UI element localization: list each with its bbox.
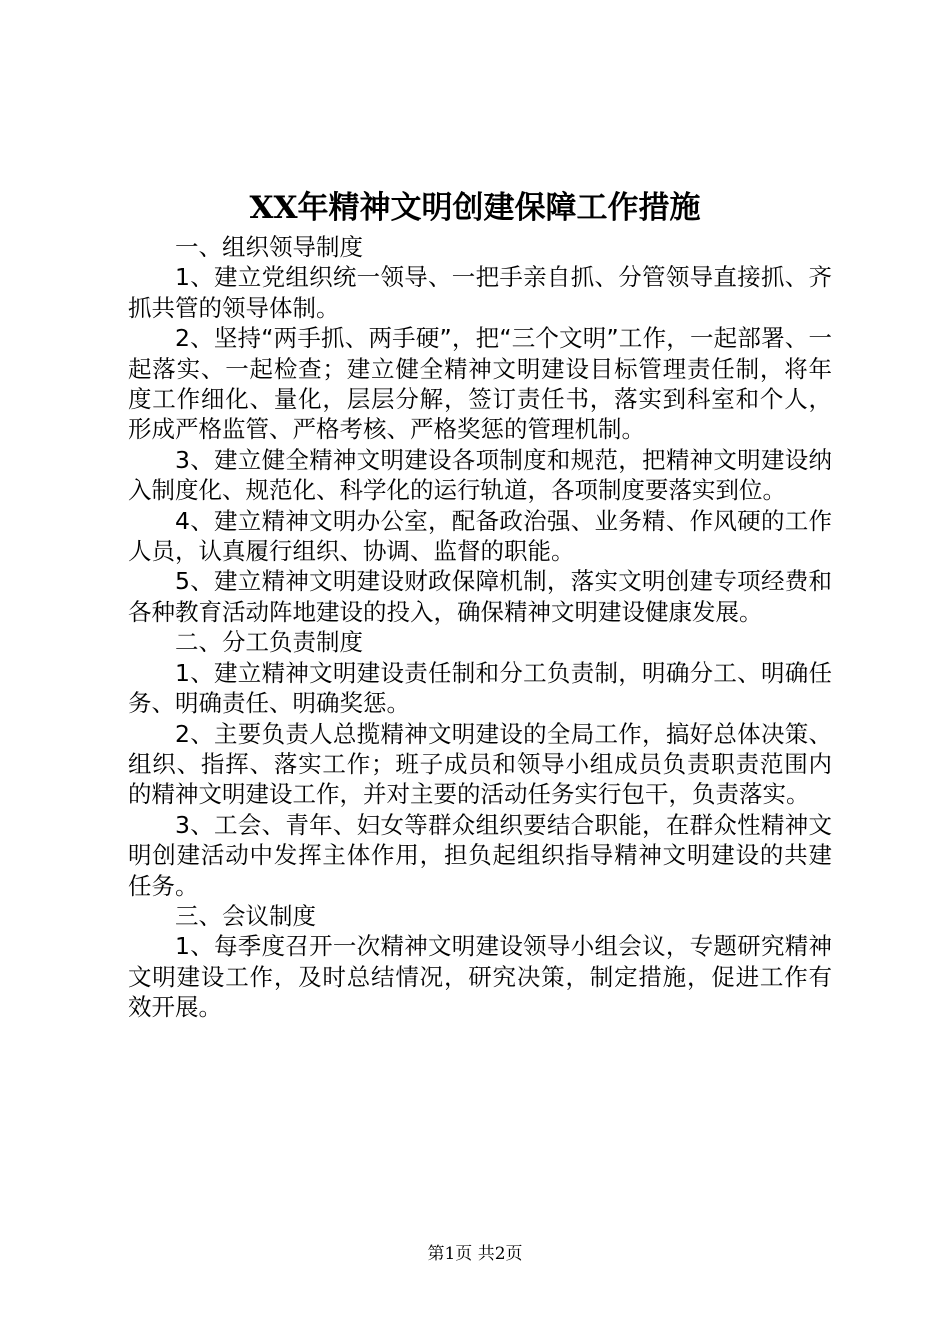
paragraph: 2、坚持“两手抓、两手硬”，把“三个文明”工作，一起部署、一起落实、一起检查；建立健全精神文明建设目标管理责任制，将年度工作细化、量化，层层分解，签订责任书，落实到科室和个人，形成严格监管、严格考核、严格奖惩的管理机制。 bbox=[128, 324, 832, 444]
document-title: XX年精神文明创建保障工作措施 bbox=[249, 190, 701, 226]
paragraph: 1、每季度召开一次精神文明建设领导小组会议，专题研究精神文明建设工作，及时总结情况，研究决策，制定措施，促进工作有效开展。 bbox=[128, 932, 832, 1022]
paragraph: 5、建立精神文明建设财政保障机制，落实文明创建专项经费和各种教育活动阵地建设的投入，确保精神文明建设健康发展。 bbox=[128, 567, 832, 626]
paragraph: 4、建立精神文明办公室，配备政治强、业务精、作风硬的工作人员，认真履行组织、协调、监督的职能。 bbox=[128, 506, 832, 566]
paragraph: 2、主要负责人总揽精神文明建设的全局工作，搞好总体决策、组织、指挥、落实工作；班子成员和领导小组成员负责职责范围内的精神文明建设工作，并对主要的活动任务实行包干，负责落实。 bbox=[128, 719, 832, 809]
paragraph: 1、建立精神文明建设责任制和分工负责制，明确分工、明确任务、明确责任、明确奖惩。 bbox=[128, 658, 832, 718]
paragraph: 3、建立健全精神文明建设各项制度和规范，把精神文明建设纳入制度化、规范化、科学化的运行轨道，各项制度要落实到位。 bbox=[128, 445, 832, 505]
section-heading: 二、分工负责制度 bbox=[175, 628, 363, 657]
section-heading: 三、会议制度 bbox=[175, 901, 316, 930]
document-body bbox=[128, 232, 832, 1023]
paragraph: 3、工会、青年、妇女等群众组织要结合职能，在群众性精神文明创建活动中发挥主体作用，担负起组织指导精神文明建设的共建任务。 bbox=[128, 810, 832, 900]
section-heading: 一、组织领导制度 bbox=[175, 233, 363, 261]
page-footer: 第1页 共2页 bbox=[427, 1244, 523, 1264]
paragraph: 1、建立党组织统一领导、一把手亲自抓、分管领导直接抓、齐抓共管的领导体制。 bbox=[128, 263, 832, 322]
